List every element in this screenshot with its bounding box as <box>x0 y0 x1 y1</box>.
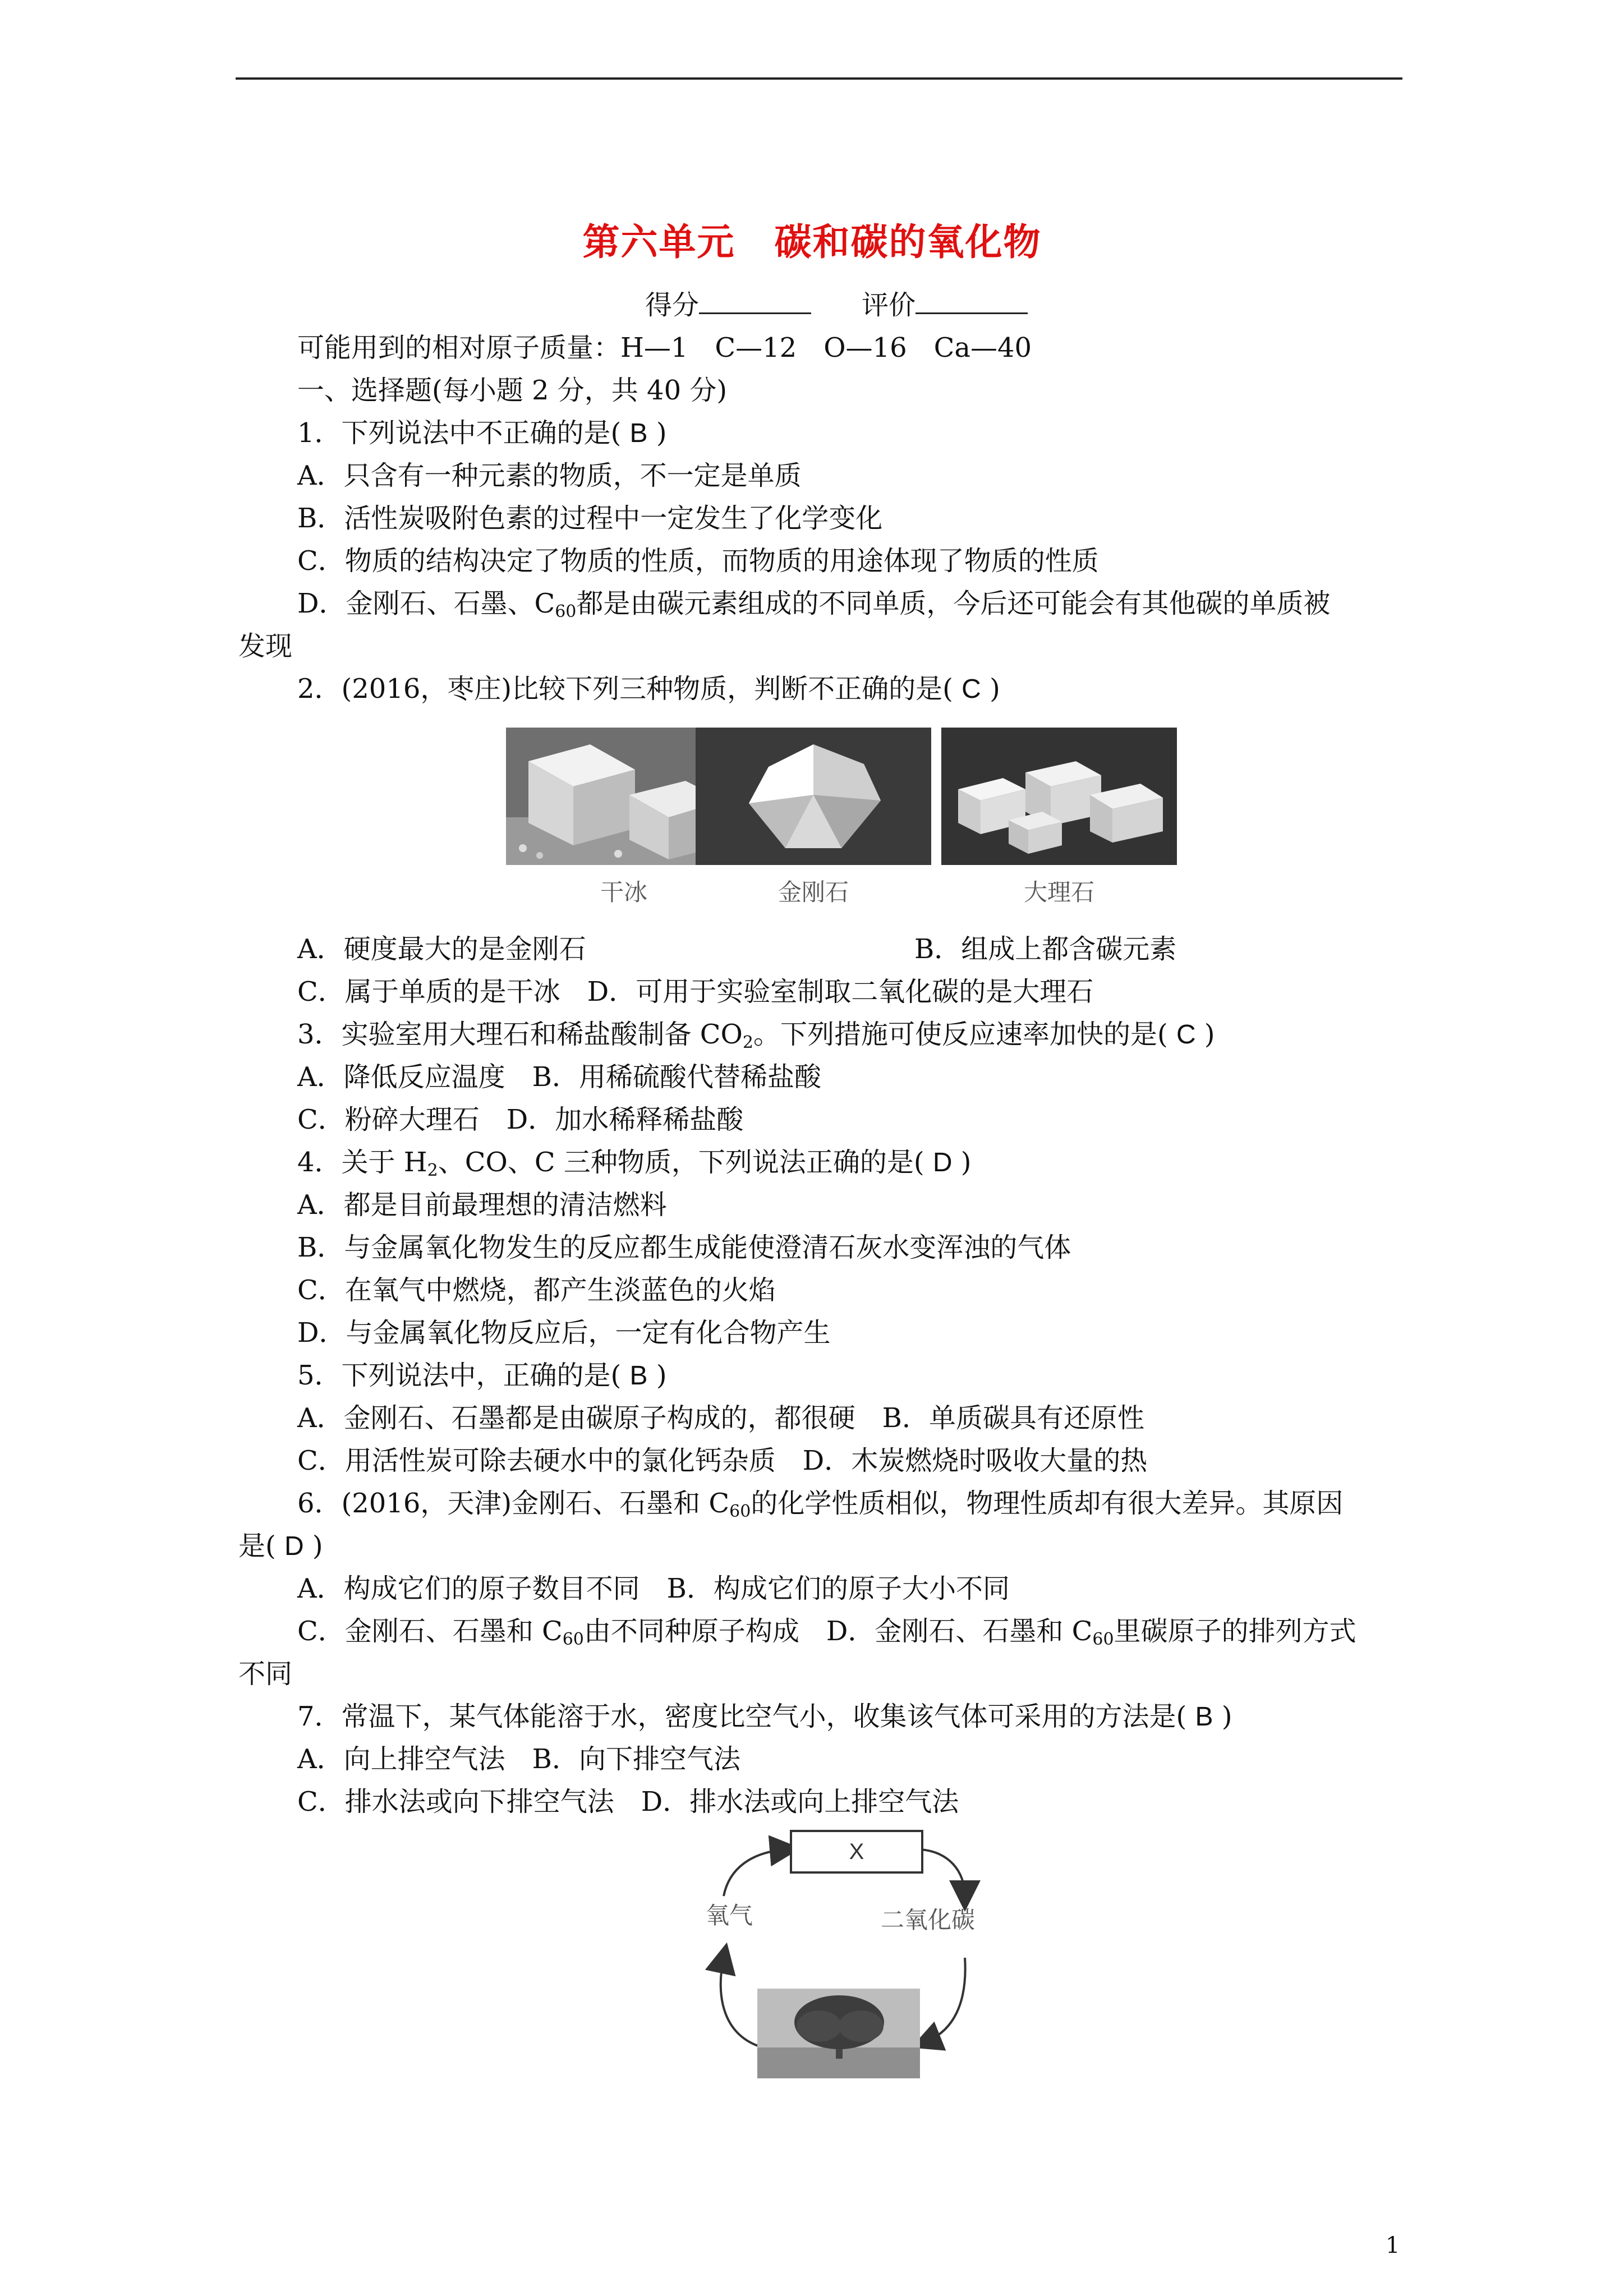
question-6: 6．(2016，天津)金刚石、石墨和 $C_{60}$的化学性质相似，物理性质却有很大差异。其原因 <box>297 1488 1344 1521</box>
x-box: X <box>790 1830 923 1874</box>
page-number: 1 <box>1386 2233 1400 2258</box>
question-4: 4．关于 $H_2$、CO、C 三种物质，下列说法正确的是( D ) <box>297 1147 972 1180</box>
q1-option-b: B．活性炭吸附色素的过程中一定发生了化学变化 <box>297 503 883 534</box>
rating-blank[interactable] <box>915 288 1028 314</box>
arrow-left-to-box <box>724 1849 785 1896</box>
caption-dry-ice: 干冰 <box>600 878 647 906</box>
q4-option-d: D．与金属氧化物反应后，一定有化合物产生 <box>297 1317 831 1349</box>
caption-marble: 大理石 <box>1023 878 1094 906</box>
answer-q3: C <box>1176 1020 1196 1050</box>
answer-q5: B <box>629 1361 648 1391</box>
q2-option-b: B．组成上都含碳元素 <box>914 933 1177 965</box>
answer-q6: D <box>284 1531 304 1561</box>
q6-option-cd: C．金刚石、石墨和 $C_{60}$由不同种原子构成 D．金刚石、石墨和 $C_{60}$里碳原子的排列方式 <box>297 1616 1356 1649</box>
diamond-photo <box>696 728 931 865</box>
q2-option-a: A．硬度最大的是金刚石 <box>297 933 586 965</box>
answer-q4: D <box>932 1148 953 1177</box>
caption-diamond: 金刚石 <box>778 878 849 906</box>
q6-option-ab: A．构成它们的原子数目不同 B．构成它们的原子大小不同 <box>297 1573 1010 1604</box>
page-title: 第六单元 碳和碳的氧化物 <box>582 220 1042 264</box>
q6-option-wrap: 不同 <box>238 1658 293 1690</box>
rating-label: 评价 <box>862 289 916 321</box>
question-2: 2．(2016，枣庄)比较下列三种物质，判断不正确的是( C ) <box>297 673 1000 705</box>
section-heading: 一、选择题(每小题 2 分，共 40 分) <box>297 375 728 406</box>
answer-q1: B <box>629 418 648 448</box>
q4-option-c: C．在氧气中燃烧，都产生淡蓝色的火焰 <box>297 1274 776 1306</box>
score-row <box>645 283 1028 322</box>
arrow-tree-to-left <box>721 1958 763 2047</box>
q5-option-ab: A．金刚石、石墨都是由碳原子构成的，都很硬 B．单质碳具有还原性 <box>297 1402 1144 1434</box>
q1-option-d-wrap: 发现 <box>238 631 293 662</box>
q4-option-b: B．与金属氧化物发生的反应都生成能使澄清石灰水变浑浊的气体 <box>297 1232 1071 1263</box>
arrow-right-to-tree <box>926 1958 965 2042</box>
q4-option-a: A．都是目前最理想的清洁燃料 <box>297 1189 667 1221</box>
atomic-mass-line: 可能用到的相对原子质量：H—1 C—12 O—16 Ca—40 <box>297 332 1032 364</box>
score-blank[interactable] <box>699 288 811 314</box>
answer-q2: C <box>961 674 981 704</box>
question-6-wrap: 是( D ) <box>238 1530 323 1562</box>
question-7: 7．常温下，某气体能溶于水，密度比空气小，收集该气体可采用的方法是( B ) <box>297 1701 1232 1732</box>
question-1: 1．下列说法中不正确的是( B ) <box>297 417 667 449</box>
q1-option-a: A．只含有一种元素的物质，不一定是单质 <box>297 460 802 491</box>
q7-option-ab: A．向上排空气法 B．向下排空气法 <box>297 1743 740 1775</box>
score-label: 得分 <box>645 289 700 321</box>
q2-option-cd: C．属于单质的是干冰 D．可用于实验室制取二氧化碳的是大理石 <box>297 976 1094 1007</box>
q1-option-c: C．物质的结构决定了物质的性质，而物质的用途体现了物质的性质 <box>297 545 1099 577</box>
question-3: 3．实验室用大理石和稀盐酸制备 $CO_2$。下列措施可使反应速率加快的是( C ) <box>297 1019 1215 1052</box>
question-5: 5．下列说法中，正确的是( B ) <box>297 1360 667 1391</box>
q3-option-cd: C．粉碎大理石 D．加水稀释稀盐酸 <box>297 1104 744 1135</box>
q7-option-cd: C．排水法或向下排空气法 D．排水法或向上排空气法 <box>297 1786 959 1818</box>
q1-option-d: D．金刚石、石墨、$C_{60}$都是由碳元素组成的不同单质，今后还可能会有其他碳的单质被 <box>297 588 1331 622</box>
label-oxygen: 氧气 <box>706 1902 753 1929</box>
header-rule <box>236 77 1402 80</box>
marble-photo <box>941 728 1177 865</box>
q5-option-cd: C．用活性炭可除去硬水中的氯化钙杂质 D．木炭燃烧时吸收大量的热 <box>297 1445 1148 1476</box>
arrow-box-to-right <box>920 1849 965 1896</box>
q3-option-ab: A．降低反应温度 B．用稀硫酸代替稀盐酸 <box>297 1061 821 1093</box>
tree-photo <box>757 1989 920 2078</box>
answer-q7: B <box>1195 1702 1213 1732</box>
label-carbon-dioxide: 二氧化碳 <box>881 1906 976 1934</box>
